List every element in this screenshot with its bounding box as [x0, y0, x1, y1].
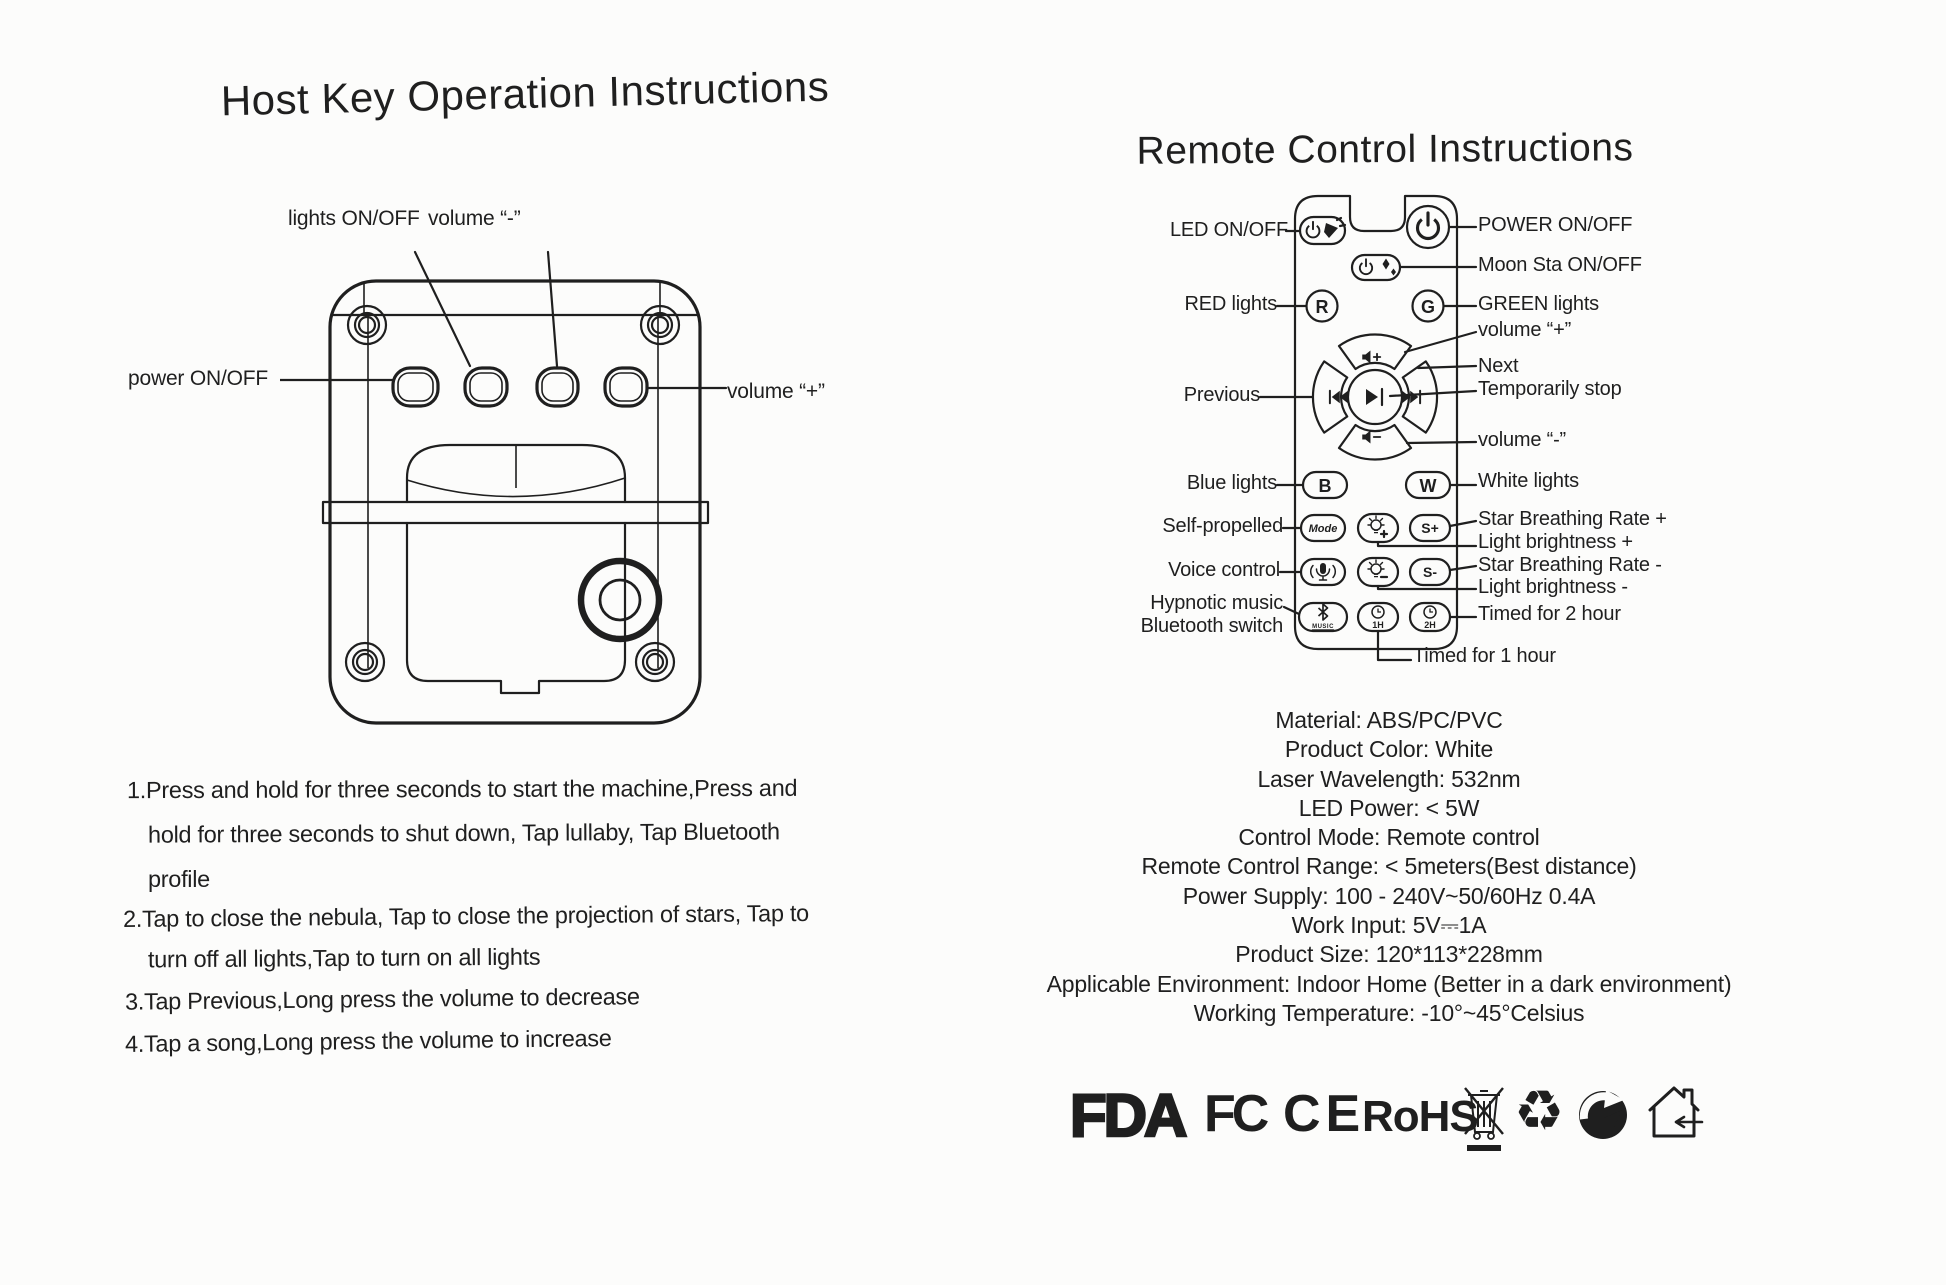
remote-title: Remote Control Instructions — [1136, 126, 1634, 173]
corner-screw-icon — [346, 306, 679, 681]
star-breathing-plus-button — [1410, 515, 1450, 541]
instruction-line: 4.Tap a song,Long press the volume to increase — [124, 1025, 612, 1057]
label-star-breathing-minus: Star Breathing Rate - — [1478, 554, 1662, 576]
bulb-icon — [1368, 560, 1384, 577]
timer-1h-button — [1358, 603, 1398, 631]
callout-volume-plus: volume “+” — [727, 380, 825, 403]
svg-text:R: R — [1315, 297, 1329, 317]
spec-line: Material: ABS/PC/PVC — [1275, 707, 1503, 733]
spec-line: Product Color: White — [1284, 736, 1494, 763]
host-title: Host Key Operation Instructions — [220, 62, 830, 125]
clock-icon — [1372, 606, 1384, 618]
bulb-icon — [1368, 516, 1384, 533]
label-light-brightness-minus: Light brightness - — [1478, 576, 1628, 598]
svg-text:Mode: Mode — [1308, 523, 1338, 535]
spec-line: Power Supply: 100 - 240V~50/60Hz 0.4A — [1182, 882, 1596, 909]
label-star-breathing-plus: Star Breathing Rate + — [1478, 508, 1667, 530]
front-panel — [407, 523, 625, 693]
callout-lights-on-off: lights ON/OFF — [288, 207, 420, 230]
volume-minus-icon — [1362, 430, 1380, 443]
clock-icon — [1424, 606, 1436, 618]
red-lights-button — [1307, 291, 1338, 322]
label-blue-lights: Blue lights — [1186, 472, 1277, 494]
volume-minus-key — [537, 368, 578, 406]
power-icon — [1360, 259, 1372, 274]
microphone-icon — [1311, 563, 1336, 580]
bluetooth-music-button — [1299, 603, 1347, 631]
label-hypnotic-music: Hypnotic music — [1150, 592, 1283, 614]
callout-power-on-off: power ON/OFF — [128, 367, 268, 390]
play-pause-icon — [1366, 389, 1382, 405]
star-breathing-minus-button — [1410, 559, 1450, 585]
spec-line: Remote Control Range: < 5meters(Best distance) — [1141, 853, 1637, 880]
svg-text:S+: S+ — [1421, 520, 1439, 536]
dpad — [1313, 334, 1437, 459]
spec-line: Control Mode: Remote control — [1238, 824, 1540, 851]
green-dot-icon — [1576, 1088, 1630, 1142]
bluetooth-icon — [1319, 604, 1328, 620]
svg-text:FDA: FDA — [1070, 1082, 1185, 1149]
callout-volume-minus: volume “-” — [428, 207, 521, 230]
label-bluetooth-switch: Bluetooth switch — [1140, 615, 1283, 637]
label-next: Next — [1478, 355, 1519, 377]
spec-list — [1039, 706, 1739, 1028]
instruction-line: turn off all lights,Tap to turn on all lights — [147, 943, 541, 973]
power-button — [1407, 206, 1449, 248]
voice-control-button — [1301, 559, 1345, 585]
green-lights-button — [1413, 291, 1444, 322]
label-led-on-off: LED ON/OFF — [1169, 219, 1288, 241]
spec-line: Applicable Environment: Indoor Home (Better in a dark environment) — [1046, 970, 1732, 997]
instruction-line: 3.Tap Previous,Long press the volume to decrease — [124, 983, 640, 1015]
power-icon — [1418, 213, 1439, 239]
host-device-diagram — [280, 220, 740, 760]
house-takeback-icon — [1642, 1078, 1706, 1146]
light-brightness-plus-button — [1358, 514, 1398, 542]
led-beam-icon — [1324, 223, 1338, 238]
instruction-line: 2.Tap to close the nebula, Tap to close the projection of stars, Tap to — [122, 900, 810, 932]
rohs-logo: RoHS — [1362, 1092, 1478, 1141]
lights-key — [465, 368, 507, 406]
remote-diagram — [1100, 185, 1750, 685]
body-band — [323, 502, 708, 523]
instruction-line: hold for three seconds to shut down, Tap lullaby, Tap Bluetooth — [147, 818, 780, 848]
mode-button — [1301, 515, 1345, 541]
spec-line: Working Temperature: -10°~45°Celsius — [1193, 999, 1585, 1026]
blue-lights-button — [1303, 472, 1347, 498]
moon-star-button — [1352, 255, 1400, 280]
label-green-lights: GREEN lights — [1478, 293, 1599, 315]
projector-dome — [407, 445, 625, 502]
fda-logo — [1068, 1076, 1203, 1156]
svg-text:B: B — [1318, 476, 1332, 496]
spec-line: Laser Wavelength: 532nm — [1257, 765, 1521, 792]
label-timed-2-hour: Timed for 2 hour — [1478, 603, 1621, 625]
label-moon-sta: Moon Sta ON/OFF — [1478, 254, 1642, 276]
svg-text:1H: 1H — [1372, 620, 1384, 630]
weee-bin-icon — [1462, 1082, 1506, 1160]
fcc-logo: FC — [1204, 1085, 1266, 1143]
power-icon — [1307, 222, 1320, 238]
label-red-lights: RED lights — [1184, 293, 1277, 315]
svg-text:2H: 2H — [1424, 620, 1436, 630]
light-brightness-minus-button — [1358, 558, 1398, 586]
white-lights-button — [1406, 472, 1450, 498]
ce-logo: CE — [1283, 1085, 1366, 1143]
volume-plus-key — [605, 368, 647, 406]
label-volume-plus: volume “+” — [1478, 319, 1572, 341]
svg-text:S-: S- — [1423, 564, 1437, 580]
label-volume-minus: volume “-” — [1478, 429, 1567, 451]
next-icon — [1402, 391, 1420, 404]
volume-plus-icon — [1362, 350, 1380, 363]
host-key-buttons — [393, 368, 647, 406]
instruction-line: 1.Press and hold for three seconds to start the machine,Press and — [126, 774, 798, 804]
stars-icon — [1383, 259, 1397, 276]
led-on-off-button — [1300, 217, 1345, 244]
remote-leader-lines — [1260, 227, 1476, 660]
host-leader-lines — [280, 252, 726, 388]
svg-text:W: W — [1419, 476, 1437, 496]
label-white-lights: White lights — [1478, 470, 1579, 492]
lens-icon — [581, 561, 659, 639]
label-self-propelled: Self-propelled — [1162, 515, 1283, 537]
label-voice-control: Voice control — [1168, 559, 1280, 581]
label-power-on-off: POWER ON/OFF — [1478, 214, 1633, 236]
timer-2h-button — [1410, 603, 1450, 631]
recycle-icon: ♻ — [1514, 1079, 1565, 1142]
spec-line: Product Size: 120*113*228mm — [1235, 941, 1543, 968]
previous-icon — [1330, 391, 1348, 404]
label-light-brightness-plus: Light brightness + — [1478, 531, 1633, 553]
power-key — [393, 368, 438, 406]
svg-text:G: G — [1420, 297, 1436, 317]
svg-text:MUSIC: MUSIC — [1312, 624, 1334, 630]
spec-line: Work Input: 5V⎓1A — [1291, 912, 1487, 939]
spec-line: LED Power: < 5W — [1298, 794, 1480, 821]
label-timed-1-hour: Timed for 1 hour — [1413, 645, 1556, 667]
instruction-line: profile — [148, 866, 210, 892]
label-temporarily-stop: Temporarily stop — [1478, 378, 1622, 400]
label-previous: Previous — [1183, 384, 1260, 406]
